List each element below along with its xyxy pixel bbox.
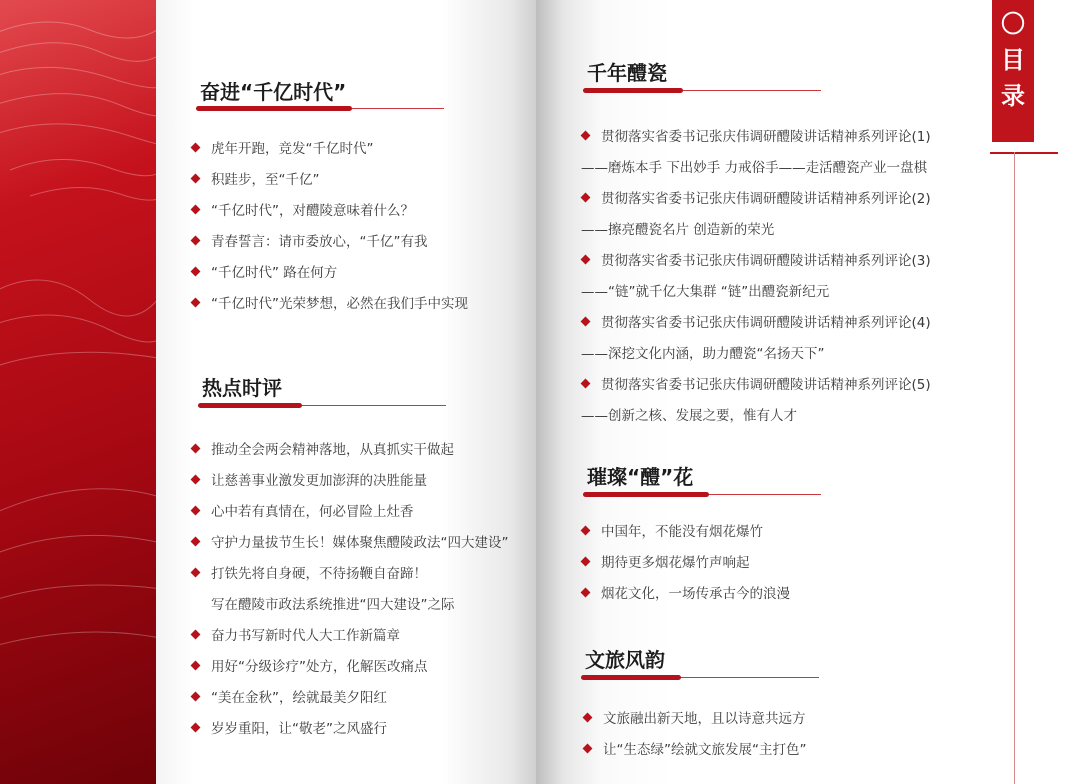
diamond-bullet-icon: [191, 505, 201, 515]
diamond-bullet-icon: [581, 525, 591, 535]
section-title-wenlv: 文旅风韵: [585, 648, 665, 672]
catalog-tab-char: 目: [1001, 46, 1025, 74]
diamond-bullet-icon: [191, 297, 201, 307]
list-item[interactable]: 烟花文化，一场传承古今的浪漫: [582, 582, 790, 602]
decorative-red-strip: [0, 0, 160, 784]
list-item[interactable]: 岁岁重阳，让“敬老”之风盛行: [192, 717, 387, 737]
diamond-bullet-icon: [583, 712, 593, 722]
tab-divider-horizontal: [990, 152, 1058, 154]
list-item[interactable]: 让慈善事业激发更加澎湃的决胜能量: [192, 469, 427, 489]
diamond-bullet-icon: [191, 691, 201, 701]
list-item[interactable]: 打铁先将自身硬，不待扬鞭自奋蹄！: [192, 562, 427, 582]
diamond-bullet-icon: [581, 254, 591, 264]
diamond-bullet-icon: [581, 587, 591, 597]
diamond-bullet-icon: [191, 536, 201, 546]
list-item-subtitle[interactable]: ——“链”就千亿大集群 “链”出醴瓷新纪元: [581, 284, 830, 300]
catalog-tab: [992, 0, 1034, 142]
diamond-bullet-icon: [581, 378, 591, 388]
section-underline: [196, 108, 444, 110]
section-title-cuican: 璀璨“醴”花: [587, 465, 694, 489]
catalog-tab-char: 〇: [1001, 10, 1025, 38]
list-item[interactable]: 推动全会两会精神落地，从真抓实干做起: [192, 438, 454, 458]
list-item-subtitle[interactable]: ——擦亮醴瓷名片 创造新的荣光: [581, 222, 775, 238]
diamond-bullet-icon: [191, 567, 201, 577]
diamond-bullet-icon: [581, 130, 591, 140]
diamond-bullet-icon: [191, 173, 201, 183]
section-underline: [581, 677, 819, 679]
section-underline: [583, 494, 821, 496]
list-item[interactable]: 心中若有真情在，何必冒险上灶香: [192, 500, 414, 520]
list-item[interactable]: 贯彻落实省委书记张庆伟调研醴陵讲话精神系列评论(5): [582, 373, 931, 393]
list-item-subtitle[interactable]: 写在醴陵市政法系统推进“四大建设”之际: [211, 597, 455, 613]
diamond-bullet-icon: [191, 235, 201, 245]
list-item[interactable]: 奋力书写新时代人大工作新篇章: [192, 624, 400, 644]
list-item[interactable]: 让“生态绿”绘就文旅发展“主打色”: [584, 738, 806, 758]
diamond-bullet-icon: [191, 443, 201, 453]
list-item[interactable]: 文旅融出新天地，且以诗意共远方: [584, 707, 806, 727]
list-item[interactable]: 虎年开跑，竞发“千亿时代”: [192, 137, 374, 157]
section-underline: [198, 405, 446, 407]
list-item[interactable]: 贯彻落实省委书记张庆伟调研醴陵讲话精神系列评论(1): [582, 125, 931, 145]
catalog-tab-char: 录: [1001, 82, 1025, 110]
diamond-bullet-icon: [191, 204, 201, 214]
list-item[interactable]: 中国年，不能没有烟花爆竹: [582, 520, 763, 540]
contour-lines-decoration: [0, 0, 160, 784]
list-item[interactable]: “千亿时代”，对醴陵意味着什么？: [192, 199, 414, 219]
diamond-bullet-icon: [581, 192, 591, 202]
list-item[interactable]: 贯彻落实省委书记张庆伟调研醴陵讲话精神系列评论(3): [582, 249, 931, 269]
list-item[interactable]: 守护力量拔节生长！媒体聚焦醴陵政法“四大建设”: [192, 531, 509, 551]
diamond-bullet-icon: [191, 722, 201, 732]
list-item[interactable]: 积跬步，至“千亿”: [192, 168, 320, 188]
diamond-bullet-icon: [191, 142, 201, 152]
diamond-bullet-icon: [191, 474, 201, 484]
list-item[interactable]: 贯彻落实省委书记张庆伟调研醴陵讲话精神系列评论(2): [582, 187, 931, 207]
list-item[interactable]: 用好“分级诊疗”处方，化解医改痛点: [192, 655, 428, 675]
list-item-subtitle[interactable]: ——深挖文化内涵，助力醴瓷“名扬天下”: [581, 346, 825, 362]
section-underline: [583, 90, 821, 92]
list-item[interactable]: 贯彻落实省委书记张庆伟调研醴陵讲话精神系列评论(4): [582, 311, 931, 331]
diamond-bullet-icon: [581, 556, 591, 566]
diamond-bullet-icon: [191, 660, 201, 670]
list-item-subtitle[interactable]: ——磨炼本手 下出妙手 力戒俗手——走活醴瓷产业一盘棋: [581, 160, 928, 176]
diamond-bullet-icon: [191, 266, 201, 276]
list-item[interactable]: “千亿时代” 路在何方: [192, 261, 337, 281]
list-item[interactable]: “美在金秋”，绘就最美夕阳红: [192, 686, 387, 706]
diamond-bullet-icon: [581, 316, 591, 326]
tab-divider-vertical: [1014, 152, 1015, 784]
diamond-bullet-icon: [191, 629, 201, 639]
section-title-liangci: 千年醴瓷: [587, 61, 667, 85]
list-item[interactable]: 期待更多烟花爆竹声响起: [582, 551, 750, 571]
section-title-qianyi: 奋进“千亿时代”: [200, 80, 347, 104]
section-title-redian: 热点时评: [202, 376, 282, 400]
list-item-subtitle[interactable]: ——创新之核、发展之要，惟有人才: [581, 408, 797, 424]
diamond-bullet-icon: [583, 743, 593, 753]
list-item[interactable]: 青春誓言：请市委放心，“千亿”有我: [192, 230, 428, 250]
list-item[interactable]: “千亿时代”光荣梦想，必然在我们手中实现: [192, 292, 468, 312]
